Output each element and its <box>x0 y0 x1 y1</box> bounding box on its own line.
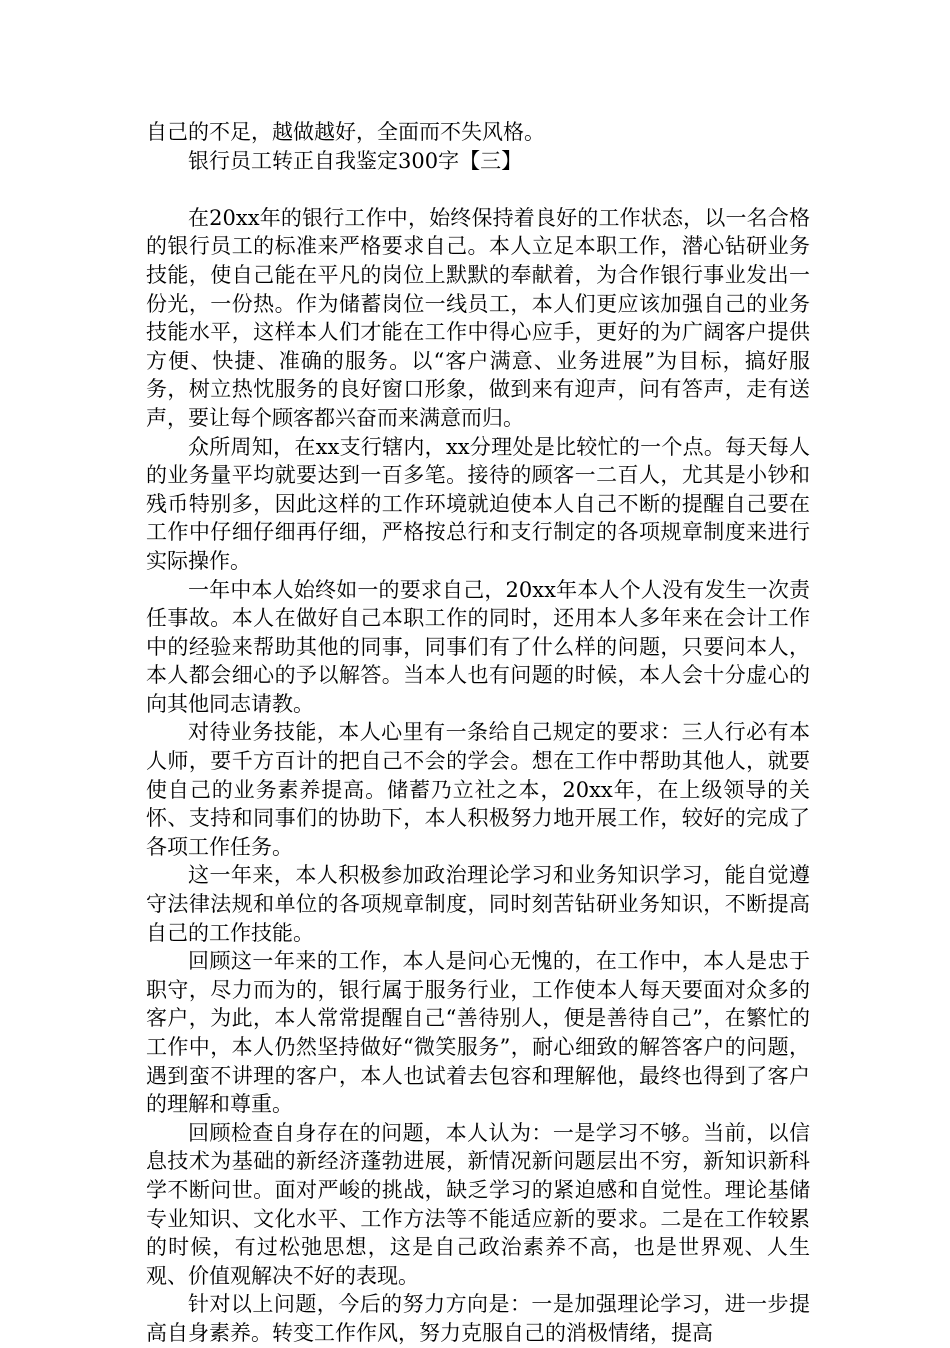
paragraph: 对待业务技能，本人心里有一条给自己规定的要求：三人行必有本人师，要千方百计的把自己不会的学会。想在工作中帮助其他人，就要使自己的业务素养提高。储蓄乃立社之本，20xx年，在上级领导的关怀、支持和同事们的协助下，本人积极努力地开展工作，较好的完成了各项工作任务。 <box>146 720 810 859</box>
paragraph: 这一年来，本人积极参加政治理论学习和业务知识学习，能自觉遵守法律法规和单位的各项规章制度，同时刻苦钻研业务知识，不断提高自己的工作技能。 <box>146 863 810 945</box>
paragraph: 在20xx年的银行工作中，始终保持着良好的工作状态，以一名合格的银行员工的标准来严格要求自己。本人立足本职工作，潜心钻研业务技能，使自己能在平凡的岗位上默默的奉献着，为合作银行事业发出一份光，一份热。作为储蓄岗位一线员工，本人们更应该加强自己的业务技能水平，这样本人们才能在工作中得心应手，更好的为广阔客户提供方便、快捷、准确的服务。以“客户满意、业务进展”为目标，搞好服务，树立热忱服务的良好窗口形象，做到来有迎声，问有答声，走有送声，要让每个顾客都兴奋而来满意而归。 <box>146 205 810 430</box>
section-heading: 银行员工转正自我鉴定300字【三】 <box>188 148 523 173</box>
document-body <box>146 118 810 1348</box>
paragraph: 回顾检查自身存在的问题，本人认为：一是学习不够。当前，以信息技术为基础的新经济蓬勃进展，新情况新问题层出不穷，新知识新科学不断问世。面对严峻的挑战，缺乏学习的紧迫感和自觉性。理论基储专业知识、文化水平、工作方法等不能适应新的要求。二是在工作较累的时候，有过松弛思想，这是自己政治素养不高，也是世界观、人生观、价值观解决不好的表现。 <box>146 1120 810 1288</box>
paragraph: 针对以上问题，今后的努力方向是：一是加强理论学习，进一步提高自身素养。转变工作作风，努力克服自己的消极情绪，提高 <box>146 1292 810 1345</box>
paragraph-continuation: 自己的不足，越做越好，全面而不失风格。 <box>146 120 545 144</box>
paragraph: 回顾这一年来的工作，本人是问心无愧的，在工作中，本人是忠于职守，尽力而为的，银行属于服务行业，工作使本人每天要面对众多的客户，为此，本人常常提醒自己“善待别人，便是善待自己”，在繁忙的工作中，本人仍然坚持做好“微笑服务”，耐心细致的解答客户的问题，遇到蛮不讲理的客户，本人也试着去包容和理解他，最终也得到了客户的理解和尊重。 <box>146 949 810 1117</box>
paragraph: 一年中本人始终如一的要求自己，20xx年本人个人没有发生一次责任事故。本人在做好自己本职工作的同时，还用本人多年来在会计工作中的经验来帮助其他的同事，同事们有了什么样的问题，只要问本人，本人都会细心的予以解答。当本人也有问题的时候，本人会十分虚心的向其他同志请教。 <box>146 577 810 716</box>
paragraph: 众所周知，在xx支行辖内，xx分理处是比较忙的一个点。每天每人的业务量平均就要达到一百多笔。接待的顾客一二百人，尤其是小钞和残币特别多，因此这样的工作环境就迫使本人自己不断的提醒自己要在工作中仔细仔细再仔细，严格按总行和支行制定的各项规章制度来进行实际操作。 <box>146 434 810 573</box>
